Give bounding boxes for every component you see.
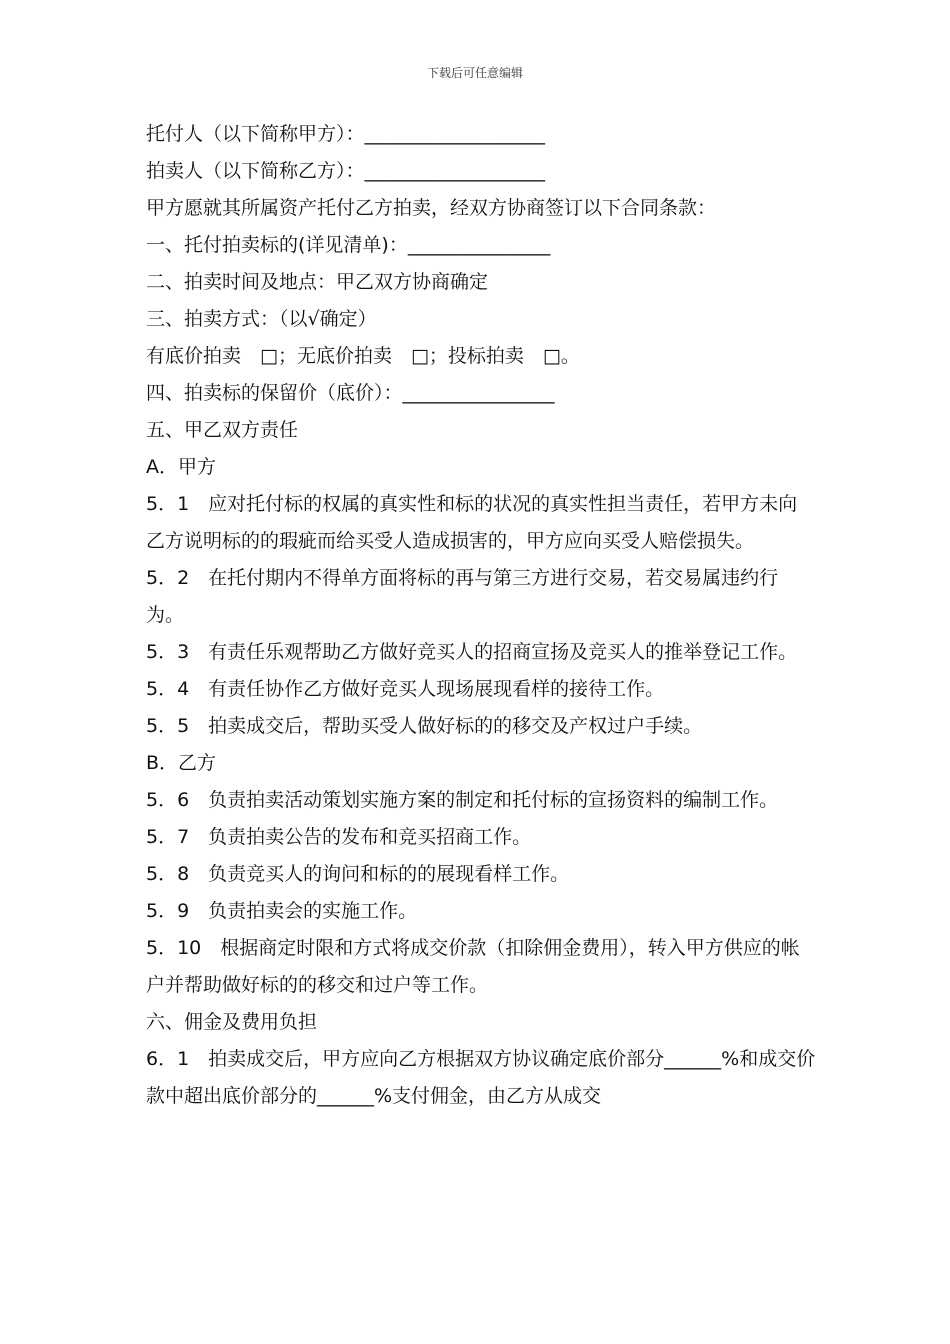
principal-line: 托付人（以下简称甲方）：___________________: [146, 123, 546, 145]
item-5-9: 5．9 负责拍卖会的实施工作。: [146, 900, 418, 922]
clause-5-heading: 五、甲乙双方责任: [146, 419, 299, 441]
auction-method-options: 有底价拍卖 □；无底价拍卖 □；投标拍卖 □。: [146, 345, 580, 367]
clause-6-heading: 六、佣金及费用负担: [146, 1011, 318, 1033]
item-5-7: 5．7 负责拍卖公告的发布和竞买招商工作。: [146, 826, 532, 848]
preamble: 甲方愿就其所属资产托付乙方拍卖，经双方协商签订以下合同条款：: [146, 197, 717, 219]
contract-body: [146, 116, 816, 1115]
clause-1: 一、托付拍卖标的(详见清单)：_______________: [146, 234, 551, 256]
item-5-10: 5．10 根据商定时限和方式将成交价款（扣除佣金费用），转入甲方供应的帐户并帮助做好标的的移交和过户等工作。: [146, 937, 800, 996]
clause-4: 四、拍卖标的保留价（底价）：________________: [146, 382, 555, 404]
party-a-heading: A．甲方: [146, 456, 216, 478]
item-5-4: 5．4 有责任协作乙方做好竞买人现场展现看样的接待工作。: [146, 678, 665, 700]
auctioneer-line: 拍卖人（以下简称乙方）：___________________: [146, 160, 546, 182]
clause-3: 三、拍卖方式：（以√确定）: [146, 308, 377, 330]
page-header: 下载后可任意编辑: [426, 66, 523, 80]
party-b-heading: B．乙方: [146, 752, 217, 774]
item-5-2: 5．2 在托付期内不得单方面将标的再与第三方进行交易，若交易属违约行为。: [146, 567, 779, 626]
item-5-5: 5．5 拍卖成交后，帮助买受人做好标的的移交及产权过户手续。: [146, 715, 703, 737]
item-5-3: 5．3 有责任乐观帮助乙方做好竞买人的招商宣扬及竞买人的推举登记工作。: [146, 641, 798, 663]
item-5-1: 5．1 应对托付标的权属的真实性和标的状况的真实性担当责任，若甲方未向乙方说明标的的瑕疵而给买受人造成损害的，甲方应向买受人赔偿损失。: [146, 493, 798, 552]
item-6-1: 6．1 拍卖成交后，甲方应向乙方根据双方协议确定底价部分______%和成交价款中超出底价部分的______%支付佣金，由乙方从成交: [146, 1048, 816, 1107]
item-5-6: 5．6 负责拍卖活动策划实施方案的制定和托付标的宣扬资料的编制工作。: [146, 789, 779, 811]
clause-2: 二、拍卖时间及地点：甲乙双方协商确定: [146, 271, 489, 293]
item-5-8: 5．8 负责竞买人的询问和标的的展现看样工作。: [146, 863, 570, 885]
